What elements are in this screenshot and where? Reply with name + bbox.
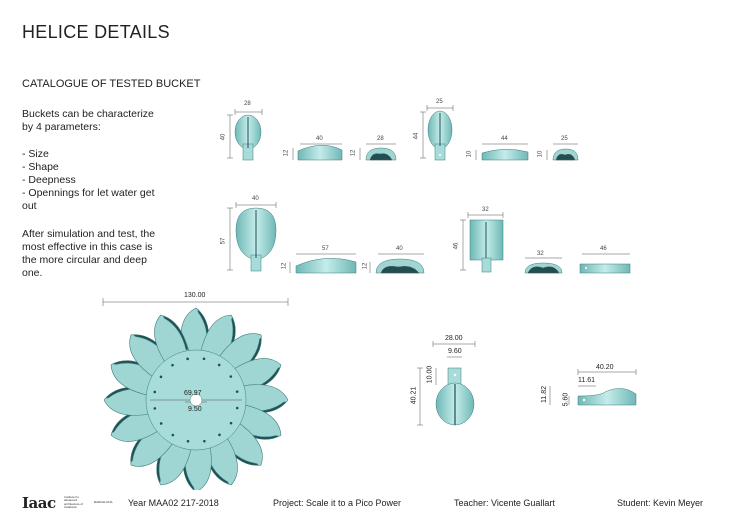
section-subtitle: CATALOGUE OF TESTED BUCKET <box>22 78 201 90</box>
hub-bolt <box>187 440 190 443</box>
dim-label: 25 <box>561 136 568 142</box>
dim-label: 32 <box>537 251 544 257</box>
dim-label: 44 <box>501 136 508 142</box>
dim-label: 40 <box>396 246 403 252</box>
bucket-2-top <box>547 144 578 160</box>
dim-label: 12 <box>362 262 369 270</box>
bucket-4-side <box>580 254 630 273</box>
hub-bolt <box>230 422 233 425</box>
footer-student: Student: Kevin Meyer <box>617 498 704 508</box>
shaft-diameter-label: 9.50 <box>188 406 202 413</box>
dim-label: 40 <box>316 136 323 142</box>
dim-label: 12 <box>283 149 290 157</box>
hub-bolt <box>203 357 206 360</box>
footer-project: Project: Scale it to a Pico Power <box>273 498 402 508</box>
dim-label: 10 <box>466 150 473 158</box>
hub-bolt <box>160 376 163 379</box>
dim-label: 46 <box>600 246 607 252</box>
bucket-2-front <box>420 105 453 160</box>
intro-text: Buckets can be characterize by 4 parameters: <box>22 108 154 133</box>
hub-bolt <box>160 422 163 425</box>
bucket-2-side <box>476 144 528 160</box>
hub-bolt <box>236 407 239 410</box>
bucket-1-front <box>227 109 262 160</box>
page-title: HELICE DETAILS <box>22 22 170 42</box>
dim-label: 12 <box>350 149 357 157</box>
bucket-4-top <box>525 258 562 273</box>
dim-label: 40 <box>252 196 259 202</box>
parameters-list: - Size - Shape - Deepness - Opennings for let water get out <box>22 148 155 212</box>
bucket-4-front <box>460 212 503 272</box>
hub-bolt <box>186 358 189 361</box>
iaac-logo: Iaac <box>22 494 56 512</box>
dim-label: 57 <box>220 237 227 245</box>
hub-bolt <box>172 434 175 437</box>
bucket-1-side <box>293 144 342 160</box>
dim-label: 5.60 <box>562 392 570 407</box>
footer-year: Year MAA02 217-2018 <box>128 498 219 508</box>
dim-label: 10.00 <box>426 365 434 384</box>
hub-bolt <box>203 440 206 443</box>
dim-label: 40.20 <box>596 364 614 371</box>
hub-bolt <box>171 364 174 367</box>
dim-label: 12 <box>281 262 288 270</box>
dim-label: 10 <box>537 150 544 158</box>
logo-city-text: BARCELONA <box>94 500 113 504</box>
hub-bolt <box>153 391 156 394</box>
hub-diameter-label: 69.97 <box>184 390 202 397</box>
dim-label: 44 <box>413 132 420 140</box>
dim-label: 28 <box>244 101 251 107</box>
dim-label: 28.00 <box>445 335 463 342</box>
hub-bolt <box>230 375 233 378</box>
dim-label: 9.60 <box>448 348 462 355</box>
hub-bolt <box>236 390 239 393</box>
dim-label: 28 <box>377 136 384 142</box>
dim-label: 25 <box>436 99 443 105</box>
hub-bolt <box>218 434 221 437</box>
dim-label: 40 <box>220 133 227 141</box>
dim-label: 11.61 <box>578 377 595 384</box>
bucket-3-top <box>370 254 424 273</box>
logo-institute-text: Institute for advanced architecture of Catalonia <box>64 495 84 509</box>
footer-teacher: Teacher: Vicente Guallart <box>454 498 555 508</box>
hub-bolt <box>154 407 157 410</box>
wheel-diameter-label: 130.00 <box>184 292 206 299</box>
conclusion-text: After simulation and test, the most effective in this case is the more circular and deep one. <box>22 228 156 279</box>
dim-label: 40.21 <box>410 386 418 405</box>
bucket-3-front <box>227 202 276 271</box>
hub-bolt <box>218 364 221 367</box>
dim-label: 11.82 <box>541 386 548 403</box>
bucket-1-top <box>360 144 396 160</box>
bucket-3-side <box>290 254 356 273</box>
dim-label: 32 <box>482 207 489 213</box>
dim-label: 46 <box>453 242 460 250</box>
dim-label: 57 <box>322 246 329 252</box>
